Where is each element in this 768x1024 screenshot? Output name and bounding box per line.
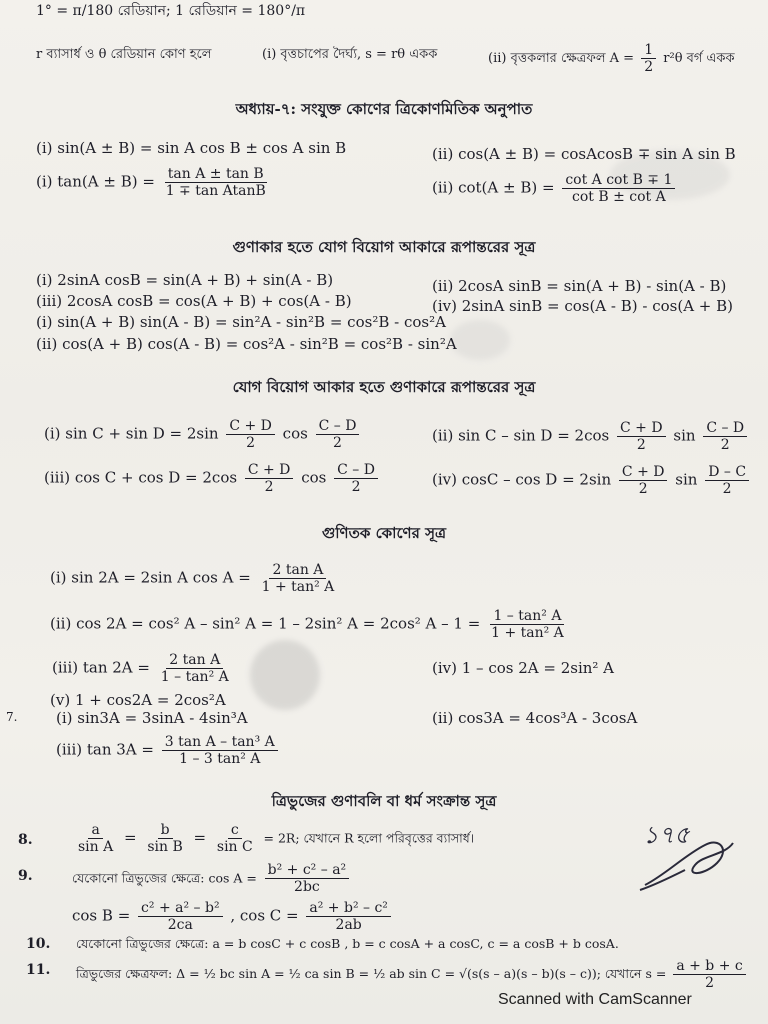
handwritten-signature [625, 815, 745, 895]
scan-smudge [450, 320, 510, 360]
scan-smudge [250, 640, 320, 710]
margin-number: 7. [6, 710, 18, 724]
cos-sum-formula: (ii) cos(A ± B) = cosAcosB ∓ sin A sin B [432, 145, 736, 163]
cosine-rule-b-c: cos B = $\frac{\text{c² + a² – b²}}{2ca}$ , cos C = $\frac{\text{a² + b² – c²}}{2ab}$ [72, 900, 394, 933]
one-plus-cos2a: (v) 1 + cos2A = 2cos²A [50, 691, 226, 709]
tan3a-formula: (iii) tan 3A = $\frac{\text{3 tan A – tan³ A}}{\text{1 – 3 tan² A}}$ [56, 734, 281, 767]
product-sum-iii: (iii) 2cosA cosB = cos(A + B) + cos(A - B) [36, 292, 352, 310]
chapter-7-heading: অধ্যায়-৭: সংযুক্ত কোণের ত্রিকোণমিতিক অনুপাত [235, 100, 533, 118]
sine-rule: $\frac{a}{\text{sin A}}$ = $\frac{b}{\text{sin B}}$ = $\frac{c}{\text{sin C}}$ = 2R; যেখানে R হলো পরিবৃত্তের ব্যাসার্ধ। [78, 822, 475, 856]
sum-product-iii: (iii) cos C + cos D = 2cos $\frac{C + D}{2}$ cos $\frac{C - D}{2}$ [44, 462, 381, 495]
sin3a-formula: (i) sin3A = 3sinA - 4sin³A [56, 709, 248, 727]
degree-radian-line: 1° = π/180 রেডিয়ান; 1 রেডিয়ান = 180°/π [36, 3, 306, 19]
cosine-rule-a: যেকোনো ত্রিভুজের ক্ষেত্রে: cos A = $\frac{\text{b² + c² – a²}}{2bc}$ [72, 862, 352, 895]
tan2a-formula: (iii) tan 2A = $\frac{\text{2 tan A}}{\text{1 – tan² A}}$ [52, 652, 229, 686]
sum-to-product-heading: যোগ বিয়োগ আকার হতে গুণাকারে রূপান্তরের সূত্র [232, 378, 536, 396]
sin-sum-formula: (i) sin(A ± B) = sin A cos B ± cos A sin B [36, 139, 347, 157]
handwritten-mark: ১৭৫ [643, 821, 690, 849]
product-identity-cos: (ii) cos(A + B) cos(A - B) = cos²A - sin²B = cos²B - sin²A [36, 335, 457, 353]
item-number-9: 9. [18, 868, 33, 884]
arc-length-formula: (i) বৃত্তচাপের দৈর্ঘ্য, s = rθ একক [262, 47, 438, 62]
item-number-11: 11. [26, 962, 51, 978]
sin2a-formula: (i) sin 2A = 2sin A cos A = $\frac{\text{2 tan A}}{\text{1 + tan² A}}$ [50, 562, 335, 596]
item-number-10: 10. [26, 936, 51, 952]
product-identity-sin: (i) sin(A + B) sin(A - B) = sin²A - sin²B = cos²B - cos²A [36, 313, 446, 331]
triangle-heading: ত্রিভুজের গুণাবলি বা ধর্ম সংক্রান্ত সূত্র [271, 792, 497, 810]
one-minus-cos2a: (iv) 1 – cos 2A = 2sin² A [432, 659, 615, 677]
cot-sum-formula: (ii) cot(A ± B) = $\frac{\text{cot A cot B ∓ 1}}{\text{cot B ± cot A}}$ [432, 172, 678, 205]
cos3a-formula: (ii) cos3A = 4cos³A - 3cosA [432, 709, 638, 727]
arc-intro: r ব্যাসার্ধ ও θ রেডিয়ান কোণ হলে [36, 47, 212, 62]
multiple-angle-heading: গুণিতক কোণের সূত্র [321, 524, 447, 542]
product-sum-iv: (iv) 2sinA sinB = cos(A - B) - cos(A + B) [432, 297, 734, 315]
sum-product-ii: (ii) sin C – sin D = 2cos $\frac{C + D}{2}$ sin $\frac{C - D}{2}$ [432, 420, 750, 453]
product-to-sum-heading: গুণাকার হতে যোগ বিয়োগ আকারে রূপান্তরের সূত্র [232, 238, 536, 256]
sum-product-i: (i) sin C + sin D = 2sin $\frac{C + D}{2}$ cos $\frac{C - D}{2}$ [44, 418, 362, 451]
product-sum-i: (i) 2sinA cosB = sin(A + B) + sin(A - B) [36, 271, 334, 289]
product-sum-ii: (ii) 2cosA sinB = sin(A + B) - sin(A - B) [432, 277, 727, 295]
sector-area-formula: (ii) বৃত্তকলার ক্ষেত্রফল A = $\frac{1}{2}$ r²θ বর্গ একক [488, 42, 735, 76]
item-number-8: 8. [18, 832, 33, 848]
triangle-area-formula: ত্রিভুজের ক্ষেত্রফল: Δ = ½ bc sin A = ½ ca sin B = ½ ab sin C = √(s(s – a)(s – b)(s – c)); যেখানে s = $\frac{a + b + c}{2}$ [76, 958, 749, 991]
cos2a-formula: (ii) cos 2A = cos² A – sin² A = 1 – 2sin² A = 2cos² A – 1 = $\frac{\text{1 – tan² A}}{\text{1 + tan² A}}$ [50, 608, 564, 642]
camscanner-footer: Scanned with CamScanner [498, 991, 692, 1008]
tan-sum-formula: (i) tan(A ± B) = $\frac{\text{tan A ± tan B}}{\text{1 ∓ tan AtanB}}$ [36, 166, 266, 200]
sum-product-iv: (iv) cosC – cos D = 2sin $\frac{C + D}{2}$ sin $\frac{D - C}{2}$ [432, 464, 752, 497]
projection-formula: যেকোনো ত্রিভুজের ক্ষেত্রে: a = b cosC + c cosB , b = c cosA + a cosC, c = a cosB + b cosA. [76, 936, 619, 951]
